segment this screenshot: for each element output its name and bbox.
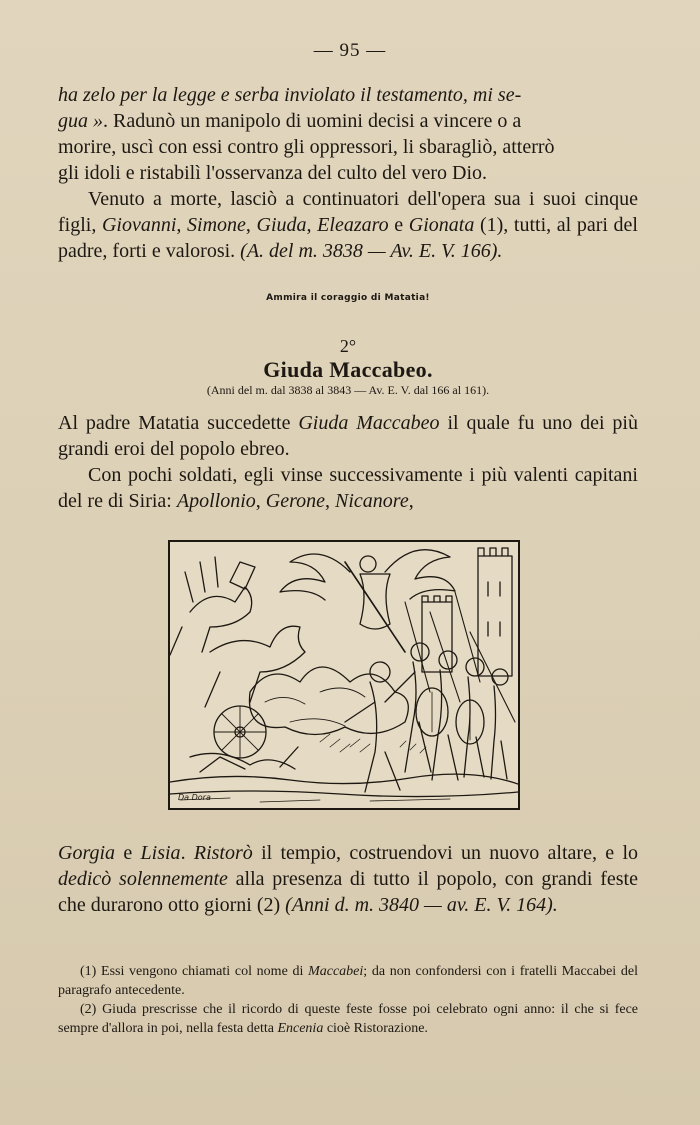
footnote-2: (2) Giuda prescrisse che il ricordo di queste feste fosse poi celebrato ogni anno: il che si fece sempre d'allora in poi, nella festa detta Encenia cioè Ristorazione.: [58, 1002, 638, 1036]
intro-line-3: morire, uscì con essi contro gli oppressori, li sbaragliò, atterrò: [58, 136, 555, 158]
footnote-1: (1) Essi vengono chiamati col nome di Maccabei; da non confondersi con i fratelli Maccabei del paragrafo antecedente.: [58, 964, 638, 998]
paragraph-matatia-death: Venuto a morte, lasciò a continuatori dell'opera sua i suoi cinque figli, Giovanni, Simone, Giuda, Eleazaro e Gionata (1), tutti, al pari del padre, forti e valorosi. (A. del m. 3838 — Av. E. V. 166).: [58, 188, 638, 262]
intro-paragraph: [58, 82, 638, 186]
intro-line-2: gua ». Radunò un manipolo di uomini decisi a vincere o a: [58, 110, 522, 132]
section-dates: (Anni del m. dal 3838 al 3843 — Av. E. V. dal 166 al 161).: [206, 383, 490, 397]
paragraph-temple: Gorgia e Lisia. Ristorò il tempio, costruendovi un nuovo altare, e lo dedicò solennemente alla presenza di tutto il popolo, con grandi feste che durarono otto giorni (2) (Anni d. m. 3840 — av. E. V. 164).: [58, 842, 638, 916]
artist-signature: Da Dora: [178, 793, 211, 802]
battle-engraving: [168, 540, 520, 810]
page-number: — 95 —: [313, 40, 387, 61]
section-title: Giuda Maccabeo.: [263, 357, 433, 382]
footnotes: [58, 962, 638, 1038]
intro-line-4: gli idoli e ristabilì l'osservanza del culto del vero Dio.: [58, 162, 488, 184]
section-number: 2°: [339, 336, 357, 356]
paragraph-victories: Con pochi soldati, egli vinse successivamente i più valenti capitani del re di Siria: Apollonio, Gerone, Nicanore,: [58, 464, 638, 512]
battle-engraving-drawing: [170, 542, 518, 808]
intro-line-1: ha zelo per la legge e serba inviolato il testamento, mi se-: [58, 84, 522, 106]
paragraph-giuda: Al padre Matatia succedette Giuda Maccabeo il quale fu uno dei più grandi eroi del popolo ebreo.: [58, 412, 638, 460]
moral-caption: Ammira il coraggio di Matatia!: [266, 293, 430, 303]
section-heading: [58, 336, 638, 398]
